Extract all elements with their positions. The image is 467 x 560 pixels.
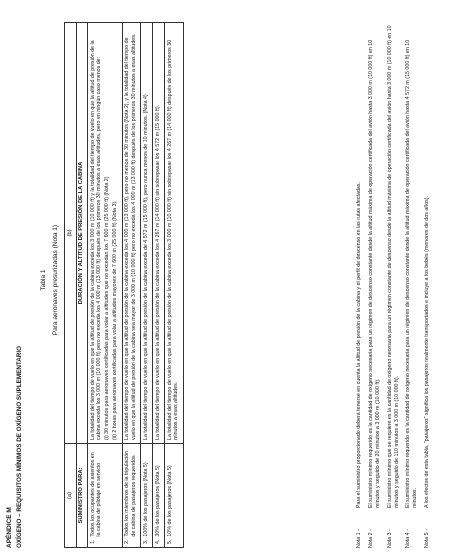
supply-cell: Todos los miembros de la tripulación de cabina de pasajeros requeridos: [124, 450, 137, 537]
note-item: [356, 22, 363, 548]
note-text: El suministro mínimo que se requiere es la cantidad de oxígeno necesaria para un régimen constante de descenso desde la altitud máxima de operación certificada del avión hasta 3 000 m (10 000 ft) en 10 minutos y seguido de 110 minutos a 3 000 m (10 000 ft).: [386, 25, 400, 508]
note-item: [424, 22, 431, 548]
note-item: [368, 22, 382, 548]
table-row: [88, 23, 123, 548]
note-text: A los efectos de esta tabla, "pasajeros" significa los pasajeros realmente transportados e incluye a los bebés (menores de dos años).: [424, 195, 431, 508]
column-index-a: (a): [65, 444, 77, 548]
notes-section: [356, 22, 436, 548]
note-label: Nota 5 -: [424, 529, 431, 548]
document-title: OXÍGENO – REQUISITOS MÍNIMOS DE OXÍGENO SUPLEMENTARIO: [16, 346, 23, 548]
table-row: [141, 23, 153, 548]
row-number: 1.: [89, 539, 96, 544]
duration-text: La totalidad del tiempo de vuelo en que la altitud de presión de la cabina exceda los 3 000 m (10 000 ft) sin sobrepasar los 4 267 m (14 000 ft) después de los primeros 30 minutos a esas altitudes.: [166, 39, 180, 440]
duration-text: La totalidad del tiempo de vuelo en que la altitud de presión de la cabina exceda los 4 267 m (14 000 ft) sin sobrepasar los 4 572 m (15 000 ft).: [154, 104, 161, 440]
note-label: Nota 2 -: [367, 529, 374, 548]
row-number: 2.: [124, 539, 131, 544]
row-number: 3.: [142, 539, 149, 544]
supply-cell: 30% de los pasajeros (Nota 5): [154, 465, 161, 537]
note-label: Nota 4 -: [405, 529, 412, 548]
note-item: [405, 22, 419, 548]
column-index-b: (b): [65, 23, 77, 444]
table-subtitle: Para aeronaves presurizadas (Nota 1): [52, 224, 59, 336]
duration-text: La totalidad del tiempo de vuelo en que la altitud de presión de la cabina exceda de 4 572 m (15 000 ft), pero nunca menos de 10 minutos. (Nota 4): [142, 94, 149, 440]
appendix-heading: APÉNDICE M: [6, 507, 13, 548]
row-number: 4.: [154, 539, 161, 544]
duration-text: (ii) 2 horas para aeronaves certificadas para volar a altitudes mayores de 7 600 m (25 000 ft) (Nota 3).: [112, 200, 119, 440]
column-header-supply: SUMINISTRO PARA:: [76, 444, 88, 548]
supply-cell: 100% de los pasajeros (Nota 5): [142, 462, 149, 537]
note-text: Para el suministro proporcionado deberá tenerse en cuenta la altitud de presión de la cabina y el perfil de descenso en las rutas afectadas.: [356, 182, 362, 508]
row-number: 5.: [166, 539, 173, 544]
note-text: El suministro mínimo requerido es la cantidad de oxígeno necesaria para un régimen de descenso constante desde la altitud máxima de operación certificada del avión hasta 3 000 m (10 000 ft) en 10 minutos y seguido de 20 minutos a 3 000 m (10 000 ft).: [367, 39, 381, 508]
note-item: [387, 22, 401, 548]
duration-text: La totalidad del tiempo de vuelo en que la altitud de presión de la cabina exceda los 3 000 m (10 000 ft) y la totalidad del tiempo de vuelo en que la altitud de presión de la cabina exceda los 3 000 m (10 000 ft) pero no exceda los 4 000 m (13 000 ft) después de los primeros 30 minutos a esas altitudes, pero en ningún caso menos de:: [89, 40, 103, 440]
note-label: Nota 3 -: [386, 529, 393, 548]
supply-cell: 10% de los pasajeros (Nota 5): [166, 465, 173, 537]
table-row: [122, 23, 141, 548]
note-label: Nota 1 -: [356, 529, 362, 548]
duration-text: La totalidad del tiempo de vuelo en que la altitud de presión de la cabina exceda los 4 000 m (13 000 ft), pero no menos de 30 minutos (Nota 2), y la totalidad del tiempo de vuelo en que la altitud de presión de la cabina sea mayor de 3 000 m (10 000 ft) pero no exceda los 4 000 m (13 000 ft) después de los primeros 30 minutos a esas altitudes.: [124, 33, 137, 440]
oxygen-table: [64, 22, 184, 548]
table-row: [165, 23, 184, 548]
note-text: El suministro mínimo requerido es la cantidad de oxígeno necesaria para un régimen de descenso constante desde la altitud máxima de operación certificada del avión hasta 4 572 m (15 000 ft) en 10 minutos.: [405, 39, 419, 508]
column-header-duration: DURACIÓN Y ALTITUD DE PRESIÓN DE LA CABINA: [76, 23, 88, 444]
table-label: Tabla 1: [40, 269, 47, 291]
supply-cell: Todos los ocupantes de asientos en la cabina de pilotaje en servicio: [89, 452, 103, 537]
duration-text: (i) 30 minutos para aeronaves certificadas para volar a altitudes que no excedan los 7 600 m (25 000 ft) (Nota 2): [104, 176, 111, 440]
table-row: [153, 23, 165, 548]
